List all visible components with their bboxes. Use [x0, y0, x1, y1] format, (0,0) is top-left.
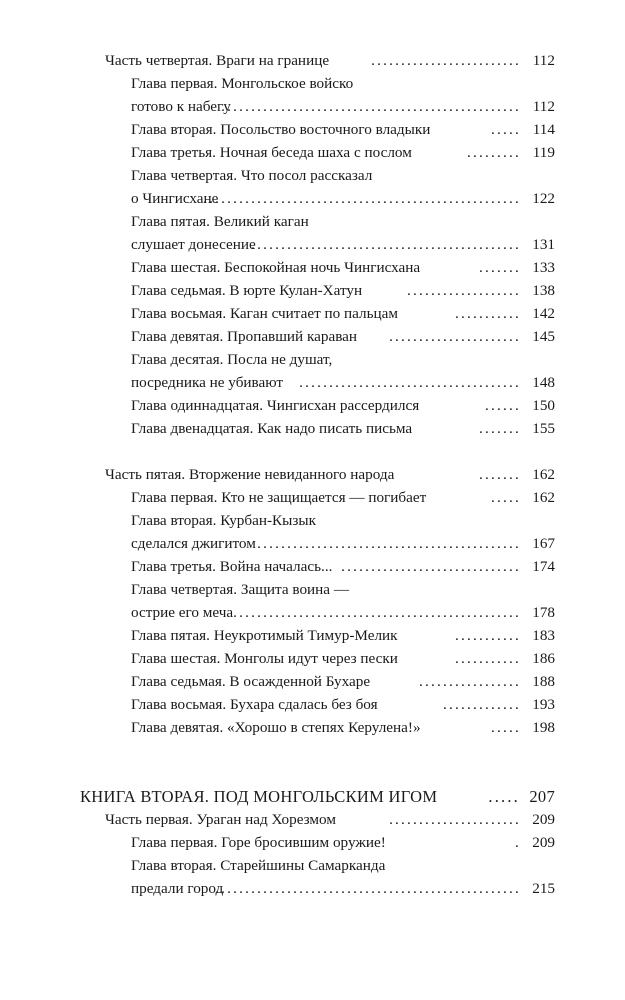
toc-chapter-entry	[131, 95, 555, 118]
toc-chapter-entry	[131, 256, 555, 279]
toc-chapter-entry	[131, 394, 555, 417]
toc-page-number: 209	[532, 834, 555, 851]
toc-page-number: 186	[532, 650, 555, 667]
toc-leader-dots: .................	[419, 673, 521, 690]
toc-entry-title: Глава восьмая. Бухара сдалась без боя	[131, 696, 378, 713]
toc-chapter-entry	[131, 670, 555, 693]
toc-part-entry	[105, 49, 555, 72]
toc-leader-dots: .........................	[371, 52, 521, 69]
toc-chapter-entry	[131, 831, 555, 854]
toc-chapter-entry	[131, 578, 555, 601]
toc-entry-title: Глава первая. Монгольское войско	[131, 75, 354, 92]
toc-chapter-entry	[131, 72, 555, 95]
toc-page-number: 162	[532, 466, 555, 483]
toc-entry-title: готово к набегу	[131, 98, 231, 115]
toc-entry-title: Глава вторая. Старейшины Самарканда	[131, 857, 386, 874]
toc-chapter-entry	[131, 118, 555, 141]
toc-leader-dots: .............................................	[251, 236, 521, 253]
toc-entry-title: острие его меча	[131, 604, 234, 621]
toc-part-entry	[105, 463, 555, 486]
toc-chapter-entry	[131, 371, 555, 394]
toc-page-number: 155	[532, 420, 555, 437]
toc-leader-dots: ................................................	[233, 604, 521, 621]
toc-chapter-entry	[131, 164, 555, 187]
toc-leader-dots: .............	[443, 696, 521, 713]
toc-page-number: 114	[532, 121, 555, 138]
toc-chapter-entry	[131, 233, 555, 256]
toc-leader-dots: ..................................................	[221, 98, 521, 115]
toc-entry-title: Глава седьмая. В юрте Кулан-Хатун	[131, 282, 363, 299]
toc-chapter-entry	[131, 348, 555, 371]
toc-page-number: 193	[532, 696, 555, 713]
toc-entry-title: Глава третья. Ночная беседа шаха с послом	[131, 144, 412, 161]
toc-leader-dots: .......	[479, 259, 521, 276]
toc-chapter-entry	[131, 210, 555, 233]
toc-chapter-entry	[131, 624, 555, 647]
toc-chapter-entry	[131, 417, 555, 440]
toc-entry-title: о Чингисхане	[131, 190, 219, 207]
toc-leader-dots: ...................	[407, 282, 521, 299]
toc-page-number: 142	[532, 305, 555, 322]
toc-leader-dots: .....................................	[299, 374, 521, 391]
toc-entry-title: Глава восьмая. Каган считает по пальцам	[131, 305, 399, 322]
toc-entry-title: Глава вторая. Курбан-Кызык	[131, 512, 316, 529]
toc-entry-title: сделался джигитом	[131, 535, 256, 552]
toc-entry-title: Глава одиннадцатая. Чингисхан рассердился	[131, 397, 420, 414]
toc-chapter-entry	[131, 486, 555, 509]
toc-page-number: 215	[532, 880, 555, 897]
toc-page-number: 133	[532, 259, 555, 276]
toc-entry-title: КНИГА ВТОРАЯ. ПОД МОНГОЛЬСКИМ ИГОМ	[80, 787, 438, 806]
toc-page-number: 148	[532, 374, 555, 391]
toc-chapter-entry	[131, 555, 555, 578]
toc-leader-dots: .....................................................	[203, 190, 521, 207]
toc-page-number: 167	[532, 535, 555, 552]
toc-entry-title: предали город	[131, 880, 224, 897]
toc-chapter-entry	[131, 141, 555, 164]
toc-chapter-entry	[131, 647, 555, 670]
toc-page-number: 138	[532, 282, 555, 299]
toc-chapter-entry	[131, 279, 555, 302]
toc-page-number: 122	[532, 190, 555, 207]
toc-page-number: 162	[532, 489, 555, 506]
toc-leader-dots: ...........	[455, 305, 521, 322]
toc-page-number: 112	[532, 98, 555, 115]
toc-leader-dots: ..............................	[341, 558, 521, 575]
toc-leader-dots: .....	[488, 787, 520, 806]
toc-page-number: 178	[532, 604, 555, 621]
toc-entry-title: Глава девятая. «Хорошо в степях Керулена!»	[131, 719, 421, 736]
toc-entry-title: Часть первая. Ураган над Хорезмом	[105, 811, 336, 828]
toc-page-number: 207	[529, 787, 555, 806]
toc-page-number: 131	[532, 236, 555, 253]
toc-entry-title: Глава первая. Кто не защищается — погибает	[131, 489, 427, 506]
toc-chapter-entry	[131, 601, 555, 624]
toc-entry-title: Глава пятая. Великий каган	[131, 213, 309, 230]
toc-leader-dots: ......	[485, 397, 521, 414]
toc-chapter-entry	[131, 187, 555, 210]
toc-leader-dots: .......	[479, 420, 521, 437]
toc-book-entry	[80, 785, 555, 808]
toc-leader-dots: .....	[491, 489, 521, 506]
toc-leader-dots: ............................................	[257, 535, 521, 552]
toc-entry-title: посредника не убивают	[131, 374, 284, 391]
toc-entry-title: слушает донесение	[131, 236, 256, 253]
toc-page-number: 119	[532, 144, 555, 161]
toc-entry-title: Глава шестая. Беспокойная ночь Чингисхана	[131, 259, 421, 276]
toc-leader-dots: .....	[491, 719, 521, 736]
toc-entry-title: Часть пятая. Вторжение невиданного народа	[105, 466, 395, 483]
toc-page-number: 174	[532, 558, 555, 575]
toc-entry-title: Глава девятая. Пропавший караван	[131, 328, 358, 345]
toc-page-number: 145	[532, 328, 555, 345]
toc-leader-dots: ...................................................	[215, 880, 521, 897]
toc-page-number: 198	[532, 719, 555, 736]
toc-leader-dots: ...........	[455, 650, 521, 667]
toc-entry-title: Глава седьмая. В осажденной Бухаре	[131, 673, 371, 690]
toc-entry-title: Глава десятая. Посла не душат,	[131, 351, 333, 368]
toc-page-number: 112	[532, 52, 555, 69]
toc-page-number: 209	[532, 811, 555, 828]
toc-entry-title: Глава пятая. Неукротимый Тимур-Мелик	[131, 627, 398, 644]
toc-leader-dots: ......................	[389, 811, 521, 828]
toc-leader-dots: ...........	[455, 627, 521, 644]
toc-entry-title: Глава третья. Война началась...	[131, 558, 333, 575]
toc-entry-title: Глава четвертая. Что посол рассказал	[131, 167, 373, 184]
toc-chapter-entry	[131, 877, 555, 900]
toc-chapter-entry	[131, 854, 555, 877]
toc-chapter-entry	[131, 532, 555, 555]
toc-chapter-entry	[131, 716, 555, 739]
toc-chapter-entry	[131, 509, 555, 532]
toc-entry-title: Глава двенадцатая. Как надо писать письма	[131, 420, 413, 437]
toc-entry-title: Глава четвертая. Защита воина —	[131, 581, 350, 598]
toc-entry-title: Часть четвертая. Враги на границе	[105, 52, 330, 69]
toc-chapter-entry	[131, 302, 555, 325]
toc-part-entry	[105, 808, 555, 831]
toc-leader-dots: .....	[491, 121, 521, 138]
toc-leader-dots: .........	[467, 144, 521, 161]
toc-entry-title: Глава вторая. Посольство восточного владыки	[131, 121, 431, 138]
toc-page-number: 183	[532, 627, 555, 644]
toc-page-number: 188	[532, 673, 555, 690]
toc-entry-title: Глава шестая. Монголы идут через пески	[131, 650, 398, 667]
toc-entry-title: Глава первая. Горе бросившим оружие!	[131, 834, 386, 851]
toc-page-number: 150	[532, 397, 555, 414]
toc-leader-dots: .......	[479, 466, 521, 483]
toc-leader-dots: .	[515, 834, 521, 851]
toc-chapter-entry	[131, 693, 555, 716]
toc-leader-dots: ......................	[389, 328, 521, 345]
toc-chapter-entry	[131, 325, 555, 348]
